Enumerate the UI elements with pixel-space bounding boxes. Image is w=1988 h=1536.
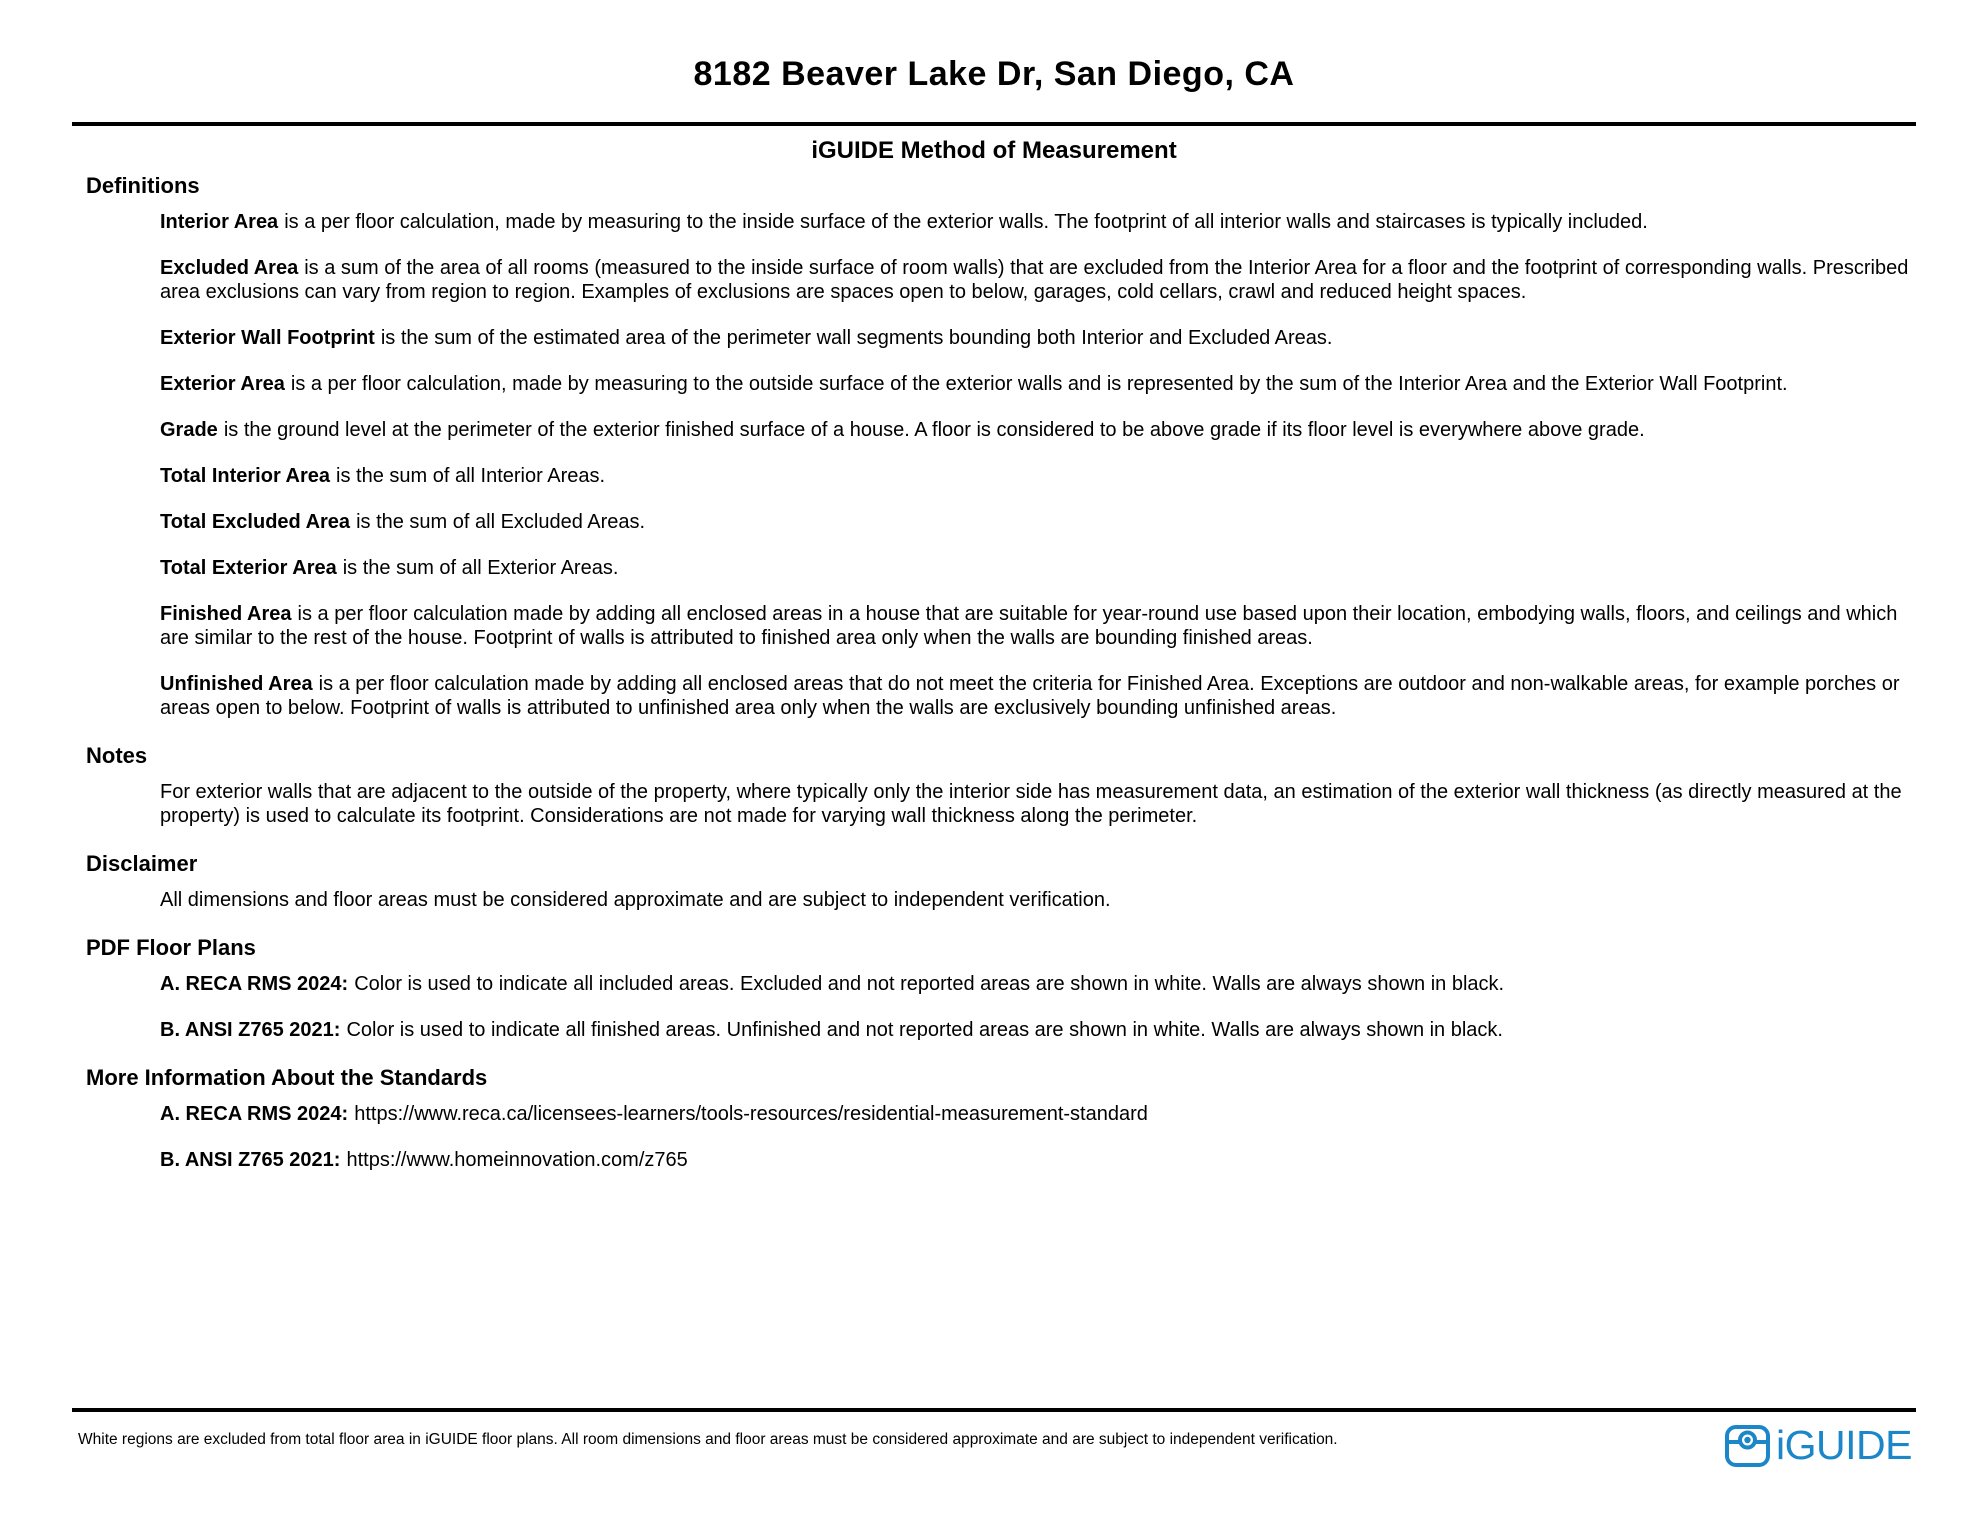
- footer-divider: [72, 1408, 1916, 1412]
- definition-text: is the sum of all Interior Areas.: [336, 465, 606, 487]
- definition-text: is the ground level at the perimeter of the exterior finished surface of a house. A floor is considered to be above grade if its floor level is everywhere above grade.: [223, 419, 1645, 441]
- standard-label: A. RECA RMS 2024:: [160, 973, 349, 995]
- section-heading-disclaimer: Disclaimer: [86, 851, 198, 876]
- more-info-reca: [160, 1102, 1910, 1126]
- standard-text: Color is used to indicate all finished areas. Unfinished and not reported areas are shown in white. Walls are always shown in black.: [346, 1019, 1503, 1041]
- definition-unfinished-area: [160, 672, 1910, 720]
- section-heading-definitions: Definitions: [86, 173, 200, 198]
- definition-term: Exterior Area: [160, 373, 285, 395]
- section-heading-pdf-floor-plans: PDF Floor Plans: [86, 935, 256, 960]
- pdf-floor-plans-ansi: [160, 1018, 1910, 1042]
- page-title: 8182 Beaver Lake Dr, San Diego, CA: [693, 55, 1295, 93]
- definition-text: is a per floor calculation made by adding all enclosed areas that do not meet the criteria for Finished Area. Exceptions are outdoor and non-walkable areas, for example porches or areas open to below. Footprint of walls is attributed to unfinished area only when the walls are exclusively bounding unfinished areas.: [160, 673, 1900, 719]
- definition-interior-area: [160, 210, 1910, 234]
- page-footer: [0, 1408, 1988, 1468]
- definition-term: Unfinished Area: [160, 673, 313, 695]
- definition-total-exterior-area: [160, 556, 1910, 580]
- ansi-standard-link[interactable]: https://www.homeinnovation.com/z765: [346, 1149, 688, 1171]
- definition-grade: [160, 418, 1910, 442]
- definition-total-excluded-area: [160, 510, 1910, 534]
- definition-text: is a per floor calculation made by adding all enclosed areas in a house that are suitable for year-round use based upon their location, embodying walls, floors, and ceilings and which are similar to the rest of the house. Footprint of walls is attributed to finished area only when the walls are bounding finished areas.: [160, 603, 1898, 649]
- iguide-logo: [1724, 1422, 1912, 1468]
- section-heading-notes: Notes: [86, 743, 148, 768]
- definition-text: is the sum of the estimated area of the perimeter wall segments bounding both Interior and Excluded Areas.: [380, 327, 1333, 349]
- definition-text: is a per floor calculation, made by measuring to the inside surface of the exterior walls. The footprint of all interior walls and staircases is typically included.: [284, 211, 1648, 233]
- definition-term: Total Exterior Area: [160, 557, 337, 579]
- definition-term: Interior Area: [160, 211, 279, 233]
- definition-text: is a per floor calculation, made by measuring to the outside surface of the exterior walls and is represented by the sum of the Interior Area and the Exterior Wall Footprint.: [290, 373, 1788, 395]
- definition-term: Exterior Wall Footprint: [160, 327, 375, 349]
- definition-text: is the sum of all Excluded Areas.: [356, 511, 646, 533]
- definition-term: Excluded Area: [160, 257, 299, 279]
- pdf-floor-plans-reca: [160, 972, 1910, 996]
- standard-label: A. RECA RMS 2024:: [160, 1103, 349, 1125]
- iguide-logo-text: iGUIDE: [1776, 1422, 1912, 1468]
- more-info-ansi: [160, 1148, 1910, 1172]
- notes-paragraph: For exterior walls that are adjacent to the outside of the property, where typically only the interior side has measurement data, an estimation of the exterior wall thickness (as directly measured at the property) is used to calculate its footprint. Considerations are not made for varying wall thickness along the perimeter.: [160, 781, 1902, 827]
- header-divider: [72, 122, 1916, 126]
- section-heading-more-information: More Information About the Standards: [86, 1065, 488, 1090]
- iguide-camera-icon: [1724, 1422, 1771, 1468]
- definition-term: Total Interior Area: [160, 465, 331, 487]
- reca-standard-link[interactable]: https://www.reca.ca/licensees-learners/tools-resources/residential-measurement-standard: [354, 1103, 1148, 1125]
- definition-excluded-area: [160, 256, 1910, 304]
- standard-text: Color is used to indicate all included areas. Excluded and not reported areas are shown in white. Walls are always shown in black.: [354, 973, 1505, 995]
- footer-disclaimer-text: White regions are excluded from total floor area in iGUIDE floor plans. All room dimensions and floor areas must be considered approximate and are subject to independent verification.: [78, 1431, 1338, 1448]
- definition-total-interior-area: [160, 464, 1910, 488]
- standard-label: B. ANSI Z765 2021:: [160, 1019, 341, 1041]
- definition-text: is a sum of the area of all rooms (measured to the inside surface of room walls) that are excluded from the Interior Area for a floor and the footprint of corresponding walls. Prescribed area exclusions can vary from region to region. Examples of exclusions are spaces open to below, garages, cold cellars, crawl and reduced height spaces.: [160, 257, 1909, 303]
- definition-term: Grade: [160, 419, 218, 441]
- definition-text: is the sum of all Exterior Areas.: [342, 557, 619, 579]
- definition-term: Total Excluded Area: [160, 511, 351, 533]
- document-body: [86, 172, 1910, 1172]
- page-subtitle: iGUIDE Method of Measurement: [811, 137, 1177, 164]
- standard-label: B. ANSI Z765 2021:: [160, 1149, 341, 1171]
- definition-exterior-wall-footprint: [160, 326, 1910, 350]
- disclaimer-paragraph: All dimensions and floor areas must be considered approximate and are subject to independent verification.: [160, 889, 1111, 911]
- definition-finished-area: [160, 602, 1910, 650]
- definition-exterior-area: [160, 372, 1910, 396]
- definition-term: Finished Area: [160, 603, 292, 625]
